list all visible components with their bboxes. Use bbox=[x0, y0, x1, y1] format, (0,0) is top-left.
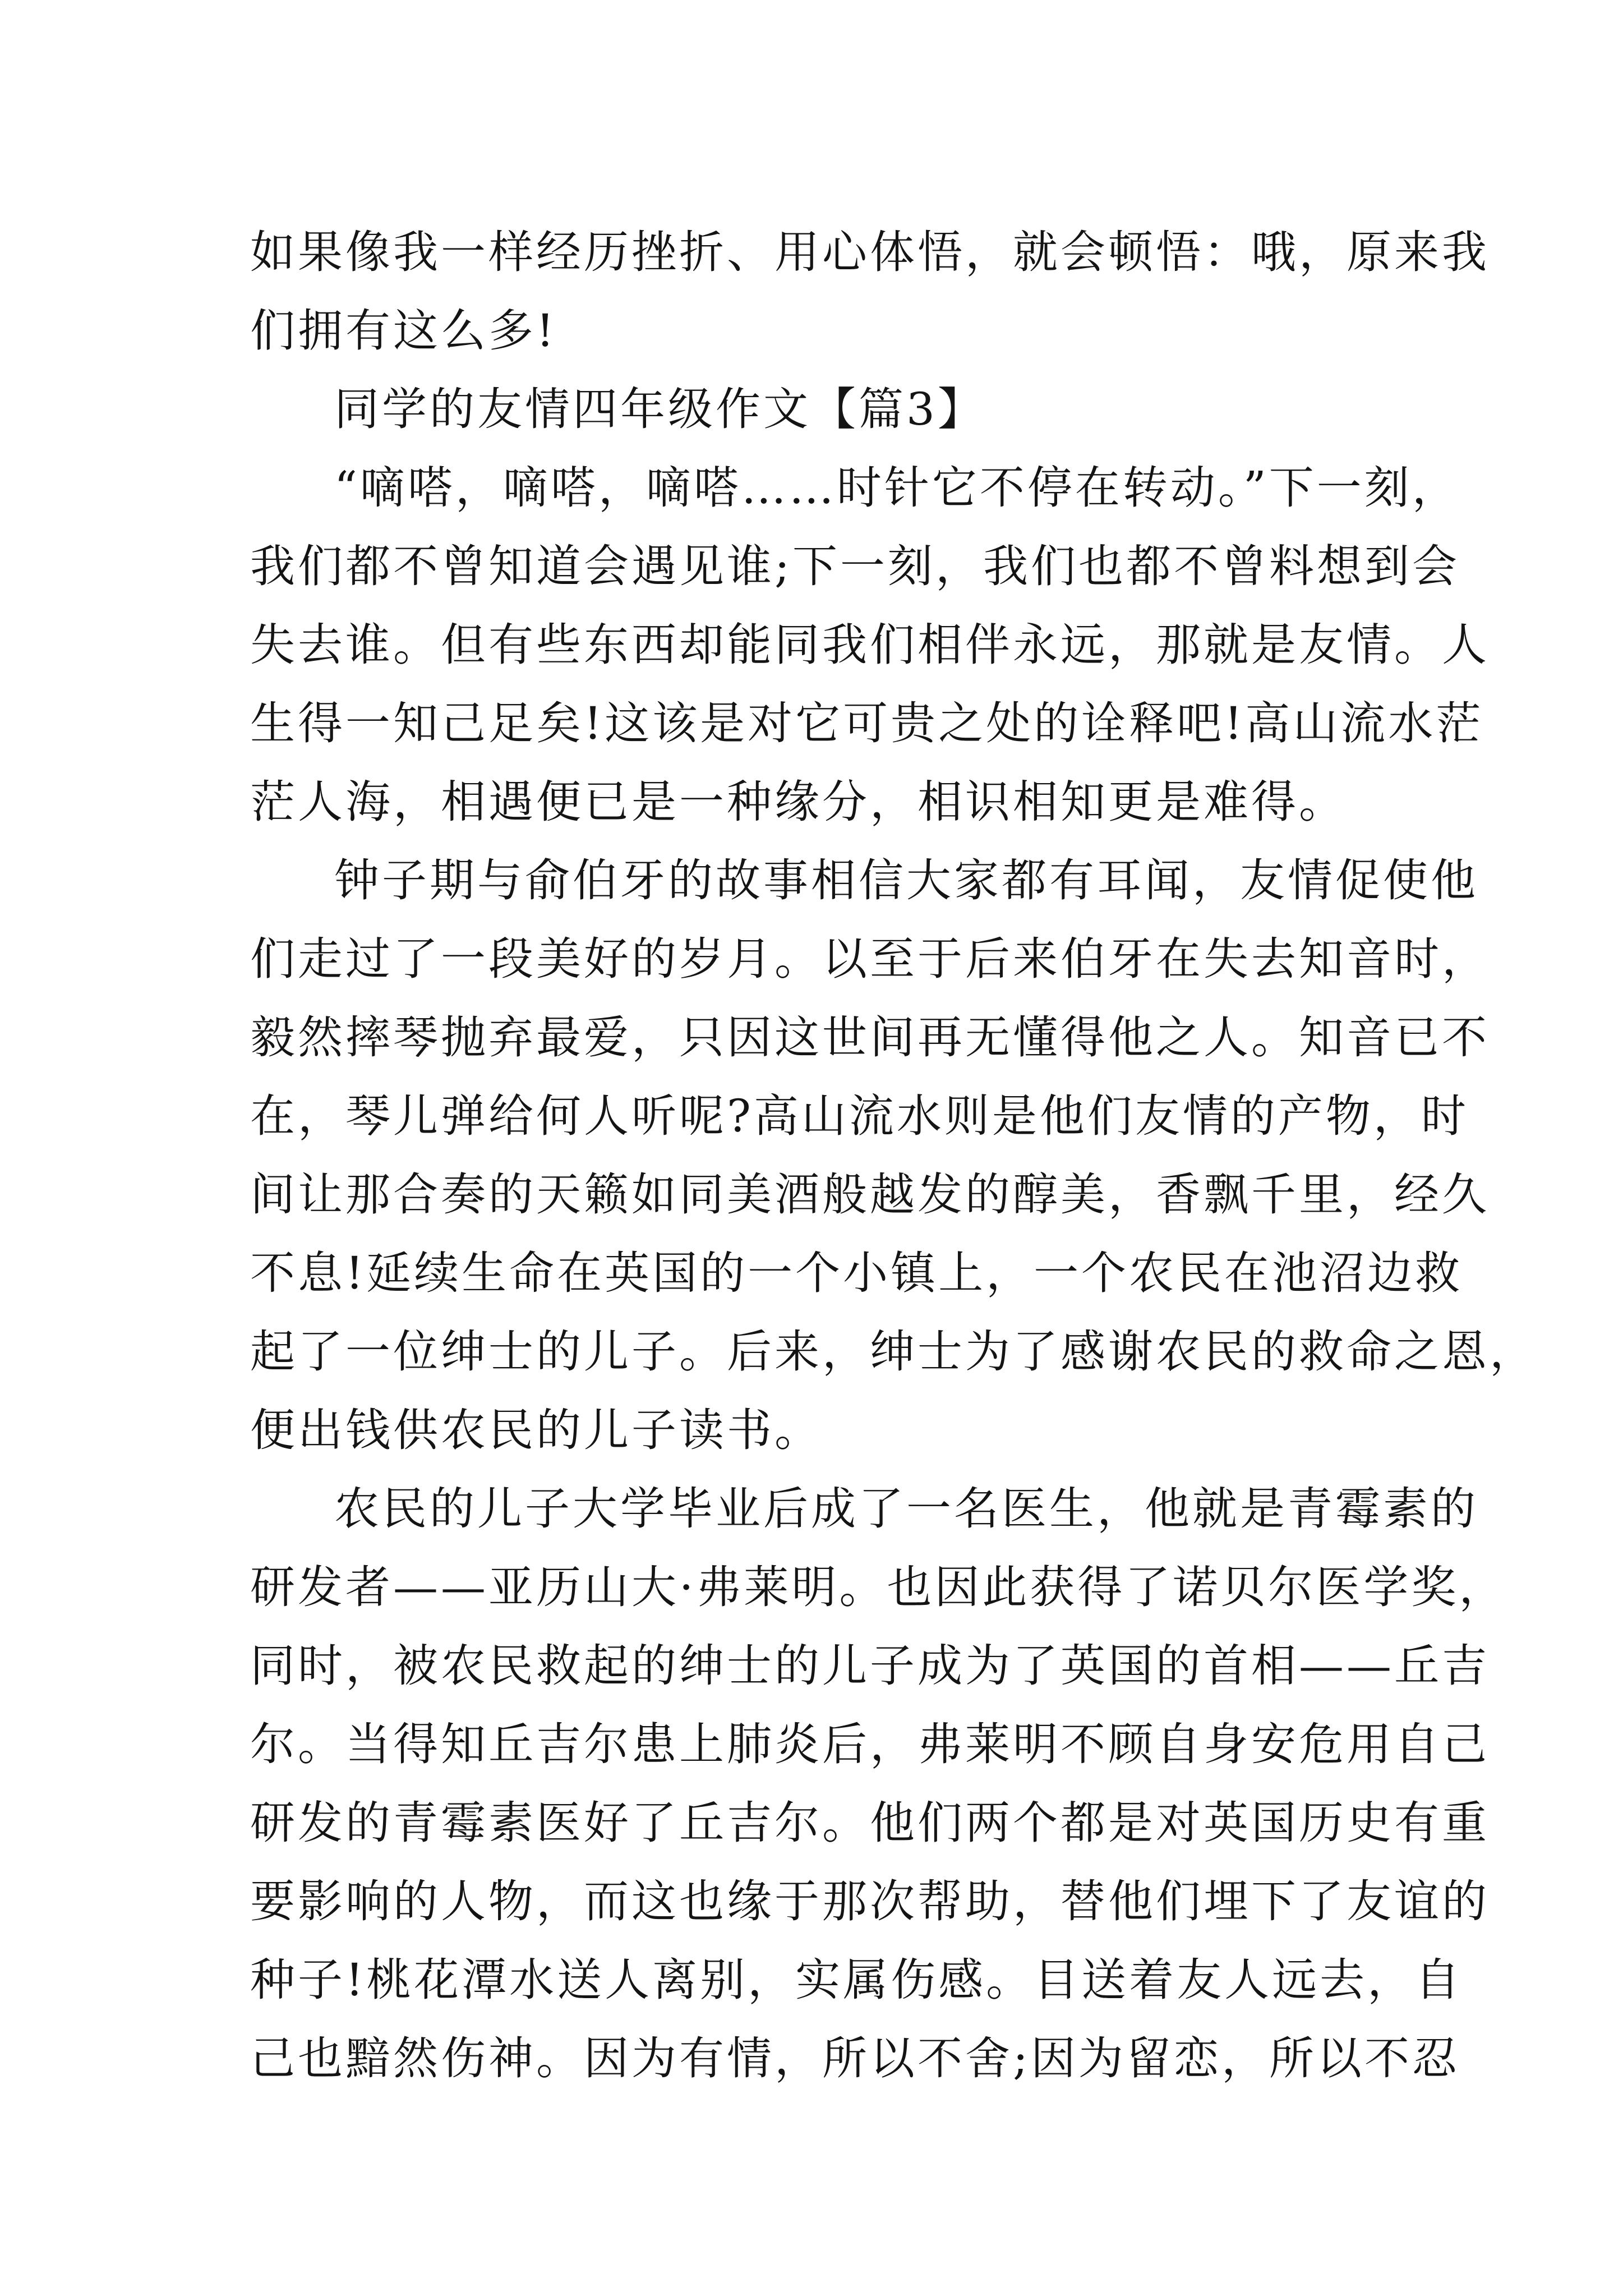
text-line: 便出钱供农民的儿子读书。 bbox=[250, 1404, 822, 1456]
text-line: 研发者——亚历山大·弗莱明。也因此获得了诺贝尔医学奖， bbox=[250, 1561, 1507, 1613]
text-line: 生得一知己足矣!这该是对它可贵之处的诠释吧!高山流水茫 bbox=[250, 697, 1484, 749]
section-heading: 同学的友情四年级作文【篇3】 bbox=[334, 383, 985, 435]
paragraph-start: 农民的儿子大学毕业后成了一名医生，他就是青霉素的 bbox=[334, 1483, 1478, 1535]
text-line: 不息!延续生命在英国的一个小镇上，一个农民在池沼边救 bbox=[250, 1247, 1463, 1299]
text-line: 我们都不曾知道会遇见谁;下一刻，我们也都不曾料想到会 bbox=[250, 540, 1460, 592]
text-line: 尔。当得知丘吉尔患上肺炎后，弗莱明不顾自身安危用自己 bbox=[250, 1718, 1490, 1770]
text-line: 同时，被农民救起的绅士的儿子成为了英国的首相——丘吉 bbox=[250, 1640, 1490, 1692]
text-line: 毅然摔琴抛弃最爱，只因这世间再无懂得他之人。知音已不 bbox=[250, 1011, 1490, 1064]
text-line: 失去谁。但有些东西却能同我们相伴永远，那就是友情。人 bbox=[250, 619, 1490, 671]
text-line: 种子!桃花潭水送人离别，实属伤感。目送着友人远去，自 bbox=[250, 1954, 1463, 2006]
paragraph-start: 钟子期与俞伯牙的故事相信大家都有耳闻，友情促使他 bbox=[334, 854, 1478, 907]
text-line: 们走过了一段美好的岁月。以至于后来伯牙在失去知音时， bbox=[250, 933, 1490, 985]
text-line: 如果像我一样经历挫折、用心体悟，就会顿悟：哦，原来我 bbox=[250, 226, 1490, 278]
text-line: 要影响的人物，而这也缘于那次帮助，替他们埋下了友谊的 bbox=[250, 1875, 1490, 1927]
text-line: 己也黯然伤神。因为有情，所以不舍;因为留恋，所以不忍 bbox=[250, 2032, 1460, 2085]
text-line: 们拥有这么多! bbox=[250, 305, 557, 357]
text-line: 间让那合奏的天籁如同美酒般越发的醇美，香飘千里，经久 bbox=[250, 1168, 1490, 1221]
paragraph-start: “嘀嗒，嘀嗒，嘀嗒……时针它不停在转动。”下一刻， bbox=[334, 462, 1460, 514]
text-line: 起了一位绅士的儿子。后来，绅士为了感谢农民的救命之恩， bbox=[250, 1326, 1537, 1378]
text-line: 茫人海，相遇便已是一种缘分，相识相知更是难得。 bbox=[250, 776, 1347, 828]
text-line: 在，琴儿弹给何人听呢?高山流水则是他们友情的产物，时 bbox=[250, 1090, 1469, 1142]
text-line: 研发的青霉素医好了丘吉尔。他们两个都是对英国历史有重 bbox=[250, 1797, 1490, 1849]
